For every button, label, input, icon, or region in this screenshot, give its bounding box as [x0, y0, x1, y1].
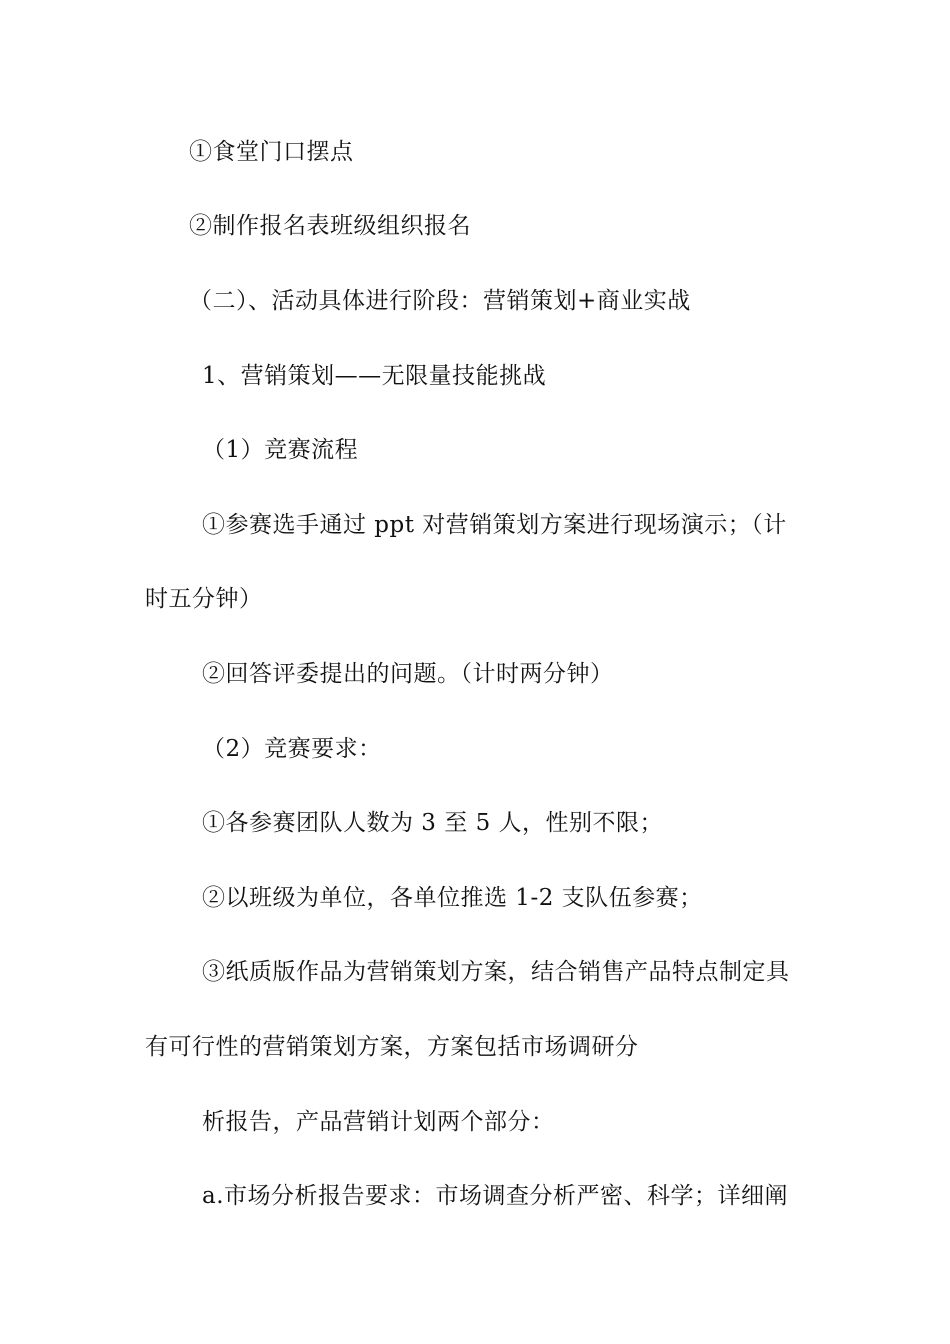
- item-paper-submission-continued-2: 析报告，产品营销计划两个部分：: [202, 1109, 555, 1135]
- item-ppt-presentation: ①参赛选手通过 ppt 对营销策划方案进行现场演示；（计: [202, 512, 787, 538]
- item-canteen-booth: ①食堂门口摆点: [189, 139, 354, 165]
- item-registration-form: ②制作报名表班级组织报名: [189, 213, 471, 239]
- item-answer-questions: ②回答评委提出的问题。（计时两分钟）: [202, 661, 614, 687]
- subsection-heading-marketing-plan: 1、营销策划——无限量技能挑战: [202, 363, 547, 389]
- item-paper-submission-continued: 有可行性的营销策划方案，方案包括市场调研分: [145, 1034, 639, 1060]
- item-paper-submission: ③纸质版作品为营销策划方案，结合销售产品特点制定具: [202, 959, 790, 985]
- item-ppt-presentation-continued: 时五分钟）: [145, 586, 263, 612]
- section-heading-activity-stage: （二）、活动具体进行阶段：营销策划+商业实战: [189, 288, 691, 314]
- heading-competition-process: （1）竞赛流程: [202, 437, 359, 463]
- item-market-analysis-requirements: a.市场分析报告要求：市场调查分析严密、科学；详细阐: [202, 1183, 789, 1209]
- item-team-size: ①各参赛团队人数为 3 至 5 人，性别不限；: [202, 810, 664, 836]
- item-class-unit: ②以班级为单位，各单位推选 1-2 支队伍参赛；: [202, 885, 703, 911]
- heading-competition-requirements: （2）竞赛要求：: [202, 736, 382, 762]
